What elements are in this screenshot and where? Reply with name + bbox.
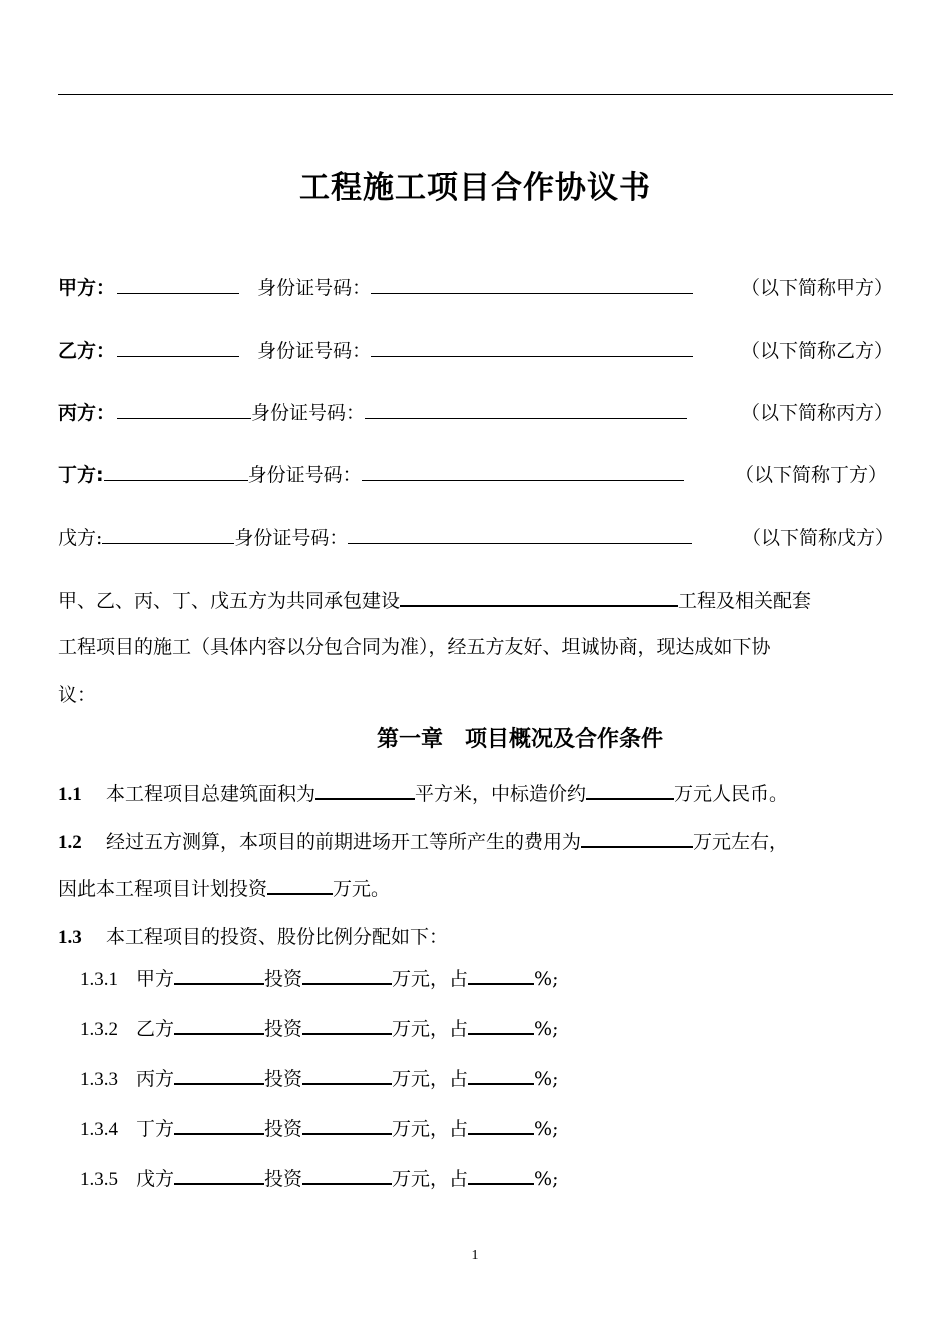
id-label: 身份证号码： xyxy=(257,277,372,299)
share-text: 万元，占 xyxy=(392,1168,469,1190)
party-row-jia xyxy=(58,273,693,303)
share-row xyxy=(80,1013,559,1043)
party-note: （以下简称乙方） xyxy=(740,340,893,362)
share-text: 投资 xyxy=(264,1018,303,1040)
clause-1-2 xyxy=(58,826,788,856)
party-label: 丙方： xyxy=(58,402,116,424)
party-blank[interactable] xyxy=(174,1113,264,1135)
intro-line-2: 工程项目的施工（具体内容以分包合同为准），经五方友好、坦诚协商，现达成如下协 xyxy=(58,636,771,658)
share-number: 1.3.4 xyxy=(80,1119,118,1140)
id-number-blank[interactable] xyxy=(365,398,687,419)
id-number-blank[interactable] xyxy=(348,523,692,544)
party-note: （以下简称戊方） xyxy=(741,527,894,549)
amount-blank[interactable] xyxy=(302,1163,392,1185)
party-label: 乙方： xyxy=(58,340,116,362)
share-text: 万元，占 xyxy=(392,1118,469,1140)
share-text: 万元，占 xyxy=(392,1018,469,1040)
party-note: （以下简称丁方） xyxy=(734,464,887,486)
amount-blank[interactable] xyxy=(302,963,392,985)
party-blank[interactable] xyxy=(174,1013,264,1035)
share-row xyxy=(80,1113,559,1143)
percent-blank[interactable] xyxy=(468,963,534,985)
share-row xyxy=(80,963,559,993)
intro-line-1 xyxy=(58,585,811,615)
clause-text: 因此本工程项目计划投资 xyxy=(58,878,268,900)
amount-blank[interactable] xyxy=(302,1113,392,1135)
party-name-blank[interactable] xyxy=(102,523,234,544)
header-rule xyxy=(58,94,893,95)
clause-text: 万元。 xyxy=(333,878,391,900)
share-party: 丙方 xyxy=(136,1068,175,1090)
party-blank[interactable] xyxy=(174,963,264,985)
share-row xyxy=(80,1163,559,1193)
share-text: 投资 xyxy=(264,1068,303,1090)
share-party: 戊方 xyxy=(136,1168,175,1190)
share-row xyxy=(80,1063,559,1093)
party-row-bing xyxy=(58,398,687,428)
clause-text: 万元人民币。 xyxy=(674,783,789,805)
share-text: %; xyxy=(534,1118,559,1140)
share-text: 投资 xyxy=(264,1168,303,1190)
share-text: 投资 xyxy=(264,968,303,990)
area-blank[interactable] xyxy=(315,778,415,800)
share-party: 丁方 xyxy=(136,1118,175,1140)
party-name-blank[interactable] xyxy=(104,460,248,481)
share-text: 万元，占 xyxy=(392,968,469,990)
clause-text: 经过五方测算，本项目的前期进场开工等所产生的费用为 xyxy=(106,831,582,853)
clause-number: 1.3 xyxy=(58,927,82,948)
party-name-blank[interactable] xyxy=(117,336,239,357)
id-label: 身份证号码： xyxy=(247,464,362,486)
share-party: 甲方 xyxy=(136,968,175,990)
investment-blank[interactable] xyxy=(267,873,333,895)
share-text: 投资 xyxy=(264,1118,303,1140)
clause-1-3 xyxy=(58,922,448,952)
clause-number: 1.2 xyxy=(58,832,82,853)
share-party: 乙方 xyxy=(136,1018,175,1040)
price-blank[interactable] xyxy=(586,778,674,800)
id-label: 身份证号码： xyxy=(251,402,366,424)
page-number: 1 xyxy=(471,1248,479,1263)
share-number: 1.3.5 xyxy=(80,1169,118,1190)
clause-text: 万元左右， xyxy=(693,831,789,853)
clause-text: 平方米，中标造价约 xyxy=(415,783,587,805)
party-label: 甲方： xyxy=(58,277,116,299)
party-row-ding xyxy=(58,460,684,490)
party-row-wu xyxy=(58,523,692,553)
intro-text: 工程及相关配套 xyxy=(678,590,812,612)
intro-line-3: 议： xyxy=(58,684,97,706)
party-name-blank[interactable] xyxy=(117,273,239,294)
document-title: 工程施工项目合作协议书 xyxy=(299,170,651,206)
cost-blank[interactable] xyxy=(581,826,693,848)
share-number: 1.3.1 xyxy=(80,969,118,990)
share-number: 1.3.2 xyxy=(80,1019,118,1040)
clause-1-1 xyxy=(58,778,788,808)
clause-text: 本工程项目总建筑面积为 xyxy=(106,783,316,805)
id-number-blank[interactable] xyxy=(371,336,693,357)
id-label: 身份证号码： xyxy=(257,340,372,362)
share-text: %; xyxy=(534,1018,559,1040)
party-name-blank[interactable] xyxy=(117,398,251,419)
percent-blank[interactable] xyxy=(468,1013,534,1035)
percent-blank[interactable] xyxy=(468,1063,534,1085)
share-text: %; xyxy=(534,968,559,990)
intro-text: 甲、乙、丙、丁、戊五方为共同承包建设 xyxy=(58,590,401,612)
percent-blank[interactable] xyxy=(468,1113,534,1135)
percent-blank[interactable] xyxy=(468,1163,534,1185)
party-blank[interactable] xyxy=(174,1163,264,1185)
project-name-blank[interactable] xyxy=(400,585,678,607)
id-label: 身份证号码： xyxy=(234,527,349,549)
clause-number: 1.1 xyxy=(58,784,82,805)
party-blank[interactable] xyxy=(174,1063,264,1085)
party-label: 戊方: xyxy=(58,527,103,549)
amount-blank[interactable] xyxy=(302,1013,392,1035)
share-text: %; xyxy=(534,1068,559,1090)
share-number: 1.3.3 xyxy=(80,1069,118,1090)
share-text: %; xyxy=(534,1168,559,1190)
party-row-yi xyxy=(58,336,693,366)
party-note: （以下简称甲方） xyxy=(740,277,893,299)
party-label: 丁方: xyxy=(58,464,104,486)
amount-blank[interactable] xyxy=(302,1063,392,1085)
chapter-heading: 第一章 项目概况及合作条件 xyxy=(376,727,663,752)
id-number-blank[interactable] xyxy=(362,460,684,481)
party-note: （以下简称丙方） xyxy=(740,402,893,424)
id-number-blank[interactable] xyxy=(371,273,693,294)
clause-1-2-cont xyxy=(58,873,390,903)
clause-text: 本工程项目的投资、股份比例分配如下： xyxy=(106,926,449,948)
share-text: 万元，占 xyxy=(392,1068,469,1090)
